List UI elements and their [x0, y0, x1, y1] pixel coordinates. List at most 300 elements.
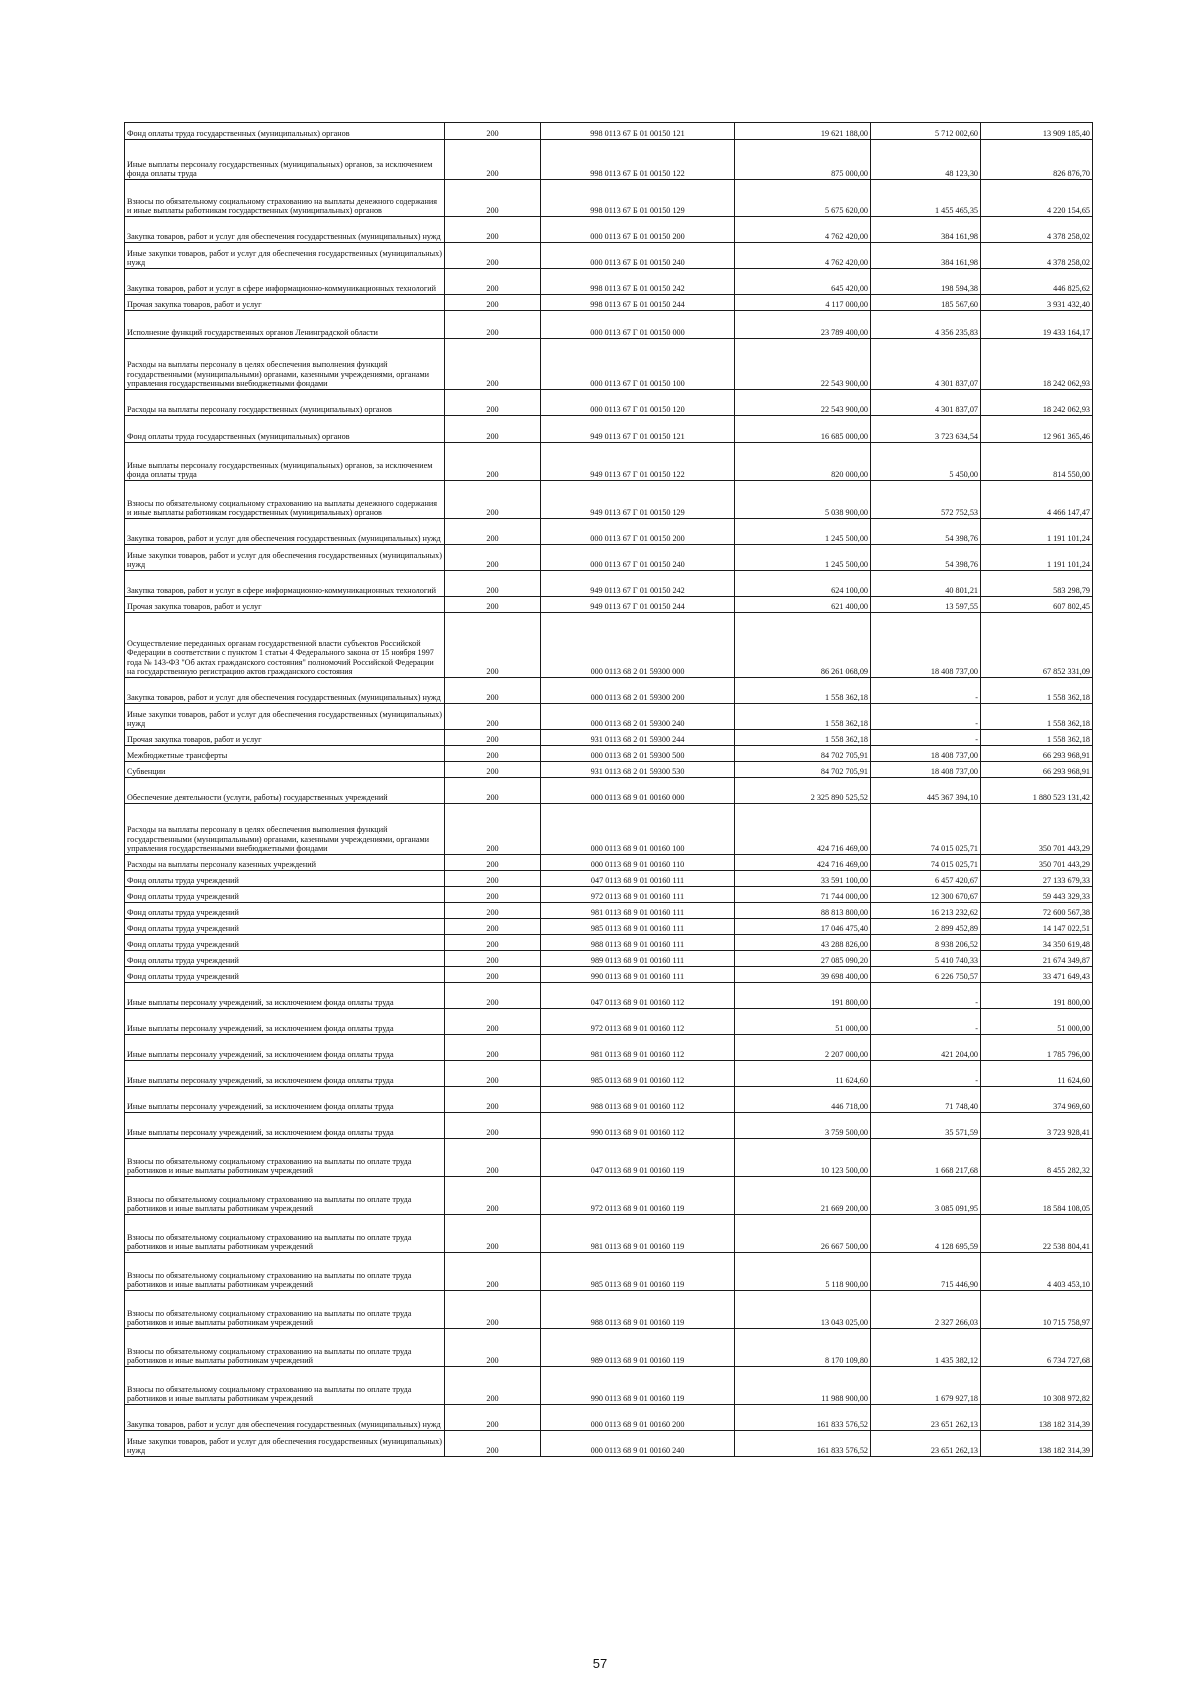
row-approved: 51 000,00 — [735, 1009, 871, 1035]
row-line-code: 200 — [445, 1405, 541, 1431]
table-row — [125, 762, 1093, 778]
row-name: Закупка товаров, работ и услуг для обеспечения государственных (муниципальных) нужд — [125, 217, 445, 243]
row-approved: 2 207 000,00 — [735, 1035, 871, 1061]
row-executed: 2 899 452,89 — [871, 919, 981, 935]
row-remaining: 814 550,00 — [981, 443, 1093, 481]
row-approved: 11 988 900,00 — [735, 1367, 871, 1405]
row-budget-code: 990 0113 68 9 01 00160 111 — [541, 967, 735, 983]
row-name: Фонд оплаты труда учреждений — [125, 903, 445, 919]
row-executed: 185 567,60 — [871, 295, 981, 311]
row-line-code: 200 — [445, 951, 541, 967]
row-executed: 1 679 927,18 — [871, 1367, 981, 1405]
row-approved: 39 698 400,00 — [735, 967, 871, 983]
row-budget-code: 000 0113 67 Г 01 00150 000 — [541, 311, 735, 339]
row-name: Осуществление переданных органам государственной власти субъектов Российской Федерации в соответствии с пунктом 1 статьи 4 Федерального закона от 15 ноября 1997 года № 143-ФЗ "Об актах гражданского состояния" полномочий Российской Федерации на государственную регистрацию актов гражданского состояния — [125, 613, 445, 678]
row-executed: 421 204,00 — [871, 1035, 981, 1061]
row-remaining: 4 403 453,10 — [981, 1253, 1093, 1291]
row-budget-code: 000 0113 67 Г 01 00150 120 — [541, 390, 735, 416]
row-remaining: 13 909 185,40 — [981, 123, 1093, 140]
row-budget-code: 998 0113 67 Б 01 00150 244 — [541, 295, 735, 311]
row-line-code: 200 — [445, 887, 541, 903]
row-budget-code: 985 0113 68 9 01 00160 111 — [541, 919, 735, 935]
row-remaining: 3 723 928,41 — [981, 1113, 1093, 1139]
table-row — [125, 678, 1093, 704]
row-name: Фонд оплаты труда учреждений — [125, 919, 445, 935]
row-budget-code: 931 0113 68 2 01 59300 244 — [541, 730, 735, 746]
row-approved: 1 245 500,00 — [735, 545, 871, 571]
row-executed: 18 408 737,00 — [871, 613, 981, 678]
row-approved: 8 170 109,80 — [735, 1329, 871, 1367]
row-executed: 13 597,55 — [871, 597, 981, 613]
row-remaining: 1 558 362,18 — [981, 704, 1093, 730]
row-name: Взносы по обязательному социальному страхованию на выплаты денежного содержания и иные выплаты работникам государственных (муниципальных) органов — [125, 180, 445, 217]
row-executed: 384 161,98 — [871, 243, 981, 269]
page-number: 57 — [592, 1656, 608, 1671]
row-executed: 715 446,90 — [871, 1253, 981, 1291]
row-name: Прочая закупка товаров, работ и услуг — [125, 730, 445, 746]
row-executed: 445 367 394,10 — [871, 778, 981, 804]
row-budget-code: 000 0113 68 9 01 00160 240 — [541, 1431, 735, 1457]
row-budget-code: 972 0113 68 9 01 00160 111 — [541, 887, 735, 903]
row-name: Субвенции — [125, 762, 445, 778]
row-line-code: 200 — [445, 180, 541, 217]
row-approved: 424 716 469,00 — [735, 804, 871, 855]
row-line-code: 200 — [445, 545, 541, 571]
row-line-code: 200 — [445, 416, 541, 443]
row-approved: 21 669 200,00 — [735, 1177, 871, 1215]
row-line-code: 200 — [445, 311, 541, 339]
row-approved: 875 000,00 — [735, 140, 871, 180]
table-row — [125, 983, 1093, 1009]
row-approved: 424 716 469,00 — [735, 855, 871, 871]
row-executed: 3 085 091,95 — [871, 1177, 981, 1215]
row-line-code: 200 — [445, 443, 541, 481]
row-remaining: 33 471 649,43 — [981, 967, 1093, 983]
row-executed: - — [871, 678, 981, 704]
row-name: Закупка товаров, работ и услуг для обеспечения государственных (муниципальных) нужд — [125, 519, 445, 545]
row-approved: 446 718,00 — [735, 1087, 871, 1113]
row-line-code: 200 — [445, 1177, 541, 1215]
row-budget-code: 000 0113 68 2 01 59300 200 — [541, 678, 735, 704]
row-executed: 4 301 837,07 — [871, 390, 981, 416]
row-executed: 5 450,00 — [871, 443, 981, 481]
table-row — [125, 1405, 1093, 1431]
row-remaining: 8 455 282,32 — [981, 1139, 1093, 1177]
row-name: Взносы по обязательному социальному страхованию на выплаты по оплате труда работников и иные выплаты работникам учреждений — [125, 1329, 445, 1367]
row-approved: 43 288 826,00 — [735, 935, 871, 951]
row-executed: 74 015 025,71 — [871, 855, 981, 871]
row-line-code: 200 — [445, 481, 541, 519]
row-line-code: 200 — [445, 762, 541, 778]
row-remaining: 4 378 258,02 — [981, 217, 1093, 243]
row-line-code: 200 — [445, 1087, 541, 1113]
row-name: Прочая закупка товаров, работ и услуг — [125, 597, 445, 613]
table-row — [125, 180, 1093, 217]
row-line-code: 200 — [445, 243, 541, 269]
row-budget-code: 949 0113 67 Г 01 00150 121 — [541, 416, 735, 443]
row-budget-code: 949 0113 67 Г 01 00150 122 — [541, 443, 735, 481]
row-remaining: 10 715 758,97 — [981, 1291, 1093, 1329]
table-row — [125, 1367, 1093, 1405]
row-remaining: 826 876,70 — [981, 140, 1093, 180]
row-approved: 13 043 025,00 — [735, 1291, 871, 1329]
table-row — [125, 1009, 1093, 1035]
row-approved: 161 833 576,52 — [735, 1405, 871, 1431]
row-executed: 40 801,21 — [871, 571, 981, 597]
table-row — [125, 481, 1093, 519]
row-executed: - — [871, 1009, 981, 1035]
row-line-code: 200 — [445, 855, 541, 871]
row-approved: 820 000,00 — [735, 443, 871, 481]
row-remaining: 19 433 164,17 — [981, 311, 1093, 339]
row-approved: 624 100,00 — [735, 571, 871, 597]
row-remaining: 138 182 314,39 — [981, 1431, 1093, 1457]
row-remaining: 18 242 062,93 — [981, 390, 1093, 416]
row-line-code: 200 — [445, 140, 541, 180]
row-executed: 35 571,59 — [871, 1113, 981, 1139]
row-name: Фонд оплаты труда учреждений — [125, 935, 445, 951]
row-line-code: 200 — [445, 871, 541, 887]
row-remaining: 4 466 147,47 — [981, 481, 1093, 519]
row-line-code: 200 — [445, 390, 541, 416]
row-executed: 5 712 002,60 — [871, 123, 981, 140]
row-executed: - — [871, 730, 981, 746]
row-line-code: 200 — [445, 1431, 541, 1457]
table-row — [125, 746, 1093, 762]
table-row — [125, 1329, 1093, 1367]
row-budget-code: 000 0113 68 9 01 00160 200 — [541, 1405, 735, 1431]
row-budget-code: 949 0113 67 Г 01 00150 129 — [541, 481, 735, 519]
row-remaining: 21 674 349,87 — [981, 951, 1093, 967]
row-budget-code: 931 0113 68 2 01 59300 530 — [541, 762, 735, 778]
row-name: Фонд оплаты труда учреждений — [125, 887, 445, 903]
table-row — [125, 919, 1093, 935]
row-budget-code: 988 0113 68 9 01 00160 119 — [541, 1291, 735, 1329]
row-approved: 5 675 620,00 — [735, 180, 871, 217]
row-name: Фонд оплаты труда учреждений — [125, 967, 445, 983]
table-row — [125, 935, 1093, 951]
row-remaining: 607 802,45 — [981, 597, 1093, 613]
row-remaining: 350 701 443,29 — [981, 855, 1093, 871]
row-budget-code: 000 0113 68 2 01 59300 500 — [541, 746, 735, 762]
row-budget-code: 998 0113 67 Б 01 00150 242 — [541, 269, 735, 295]
row-executed: 48 123,30 — [871, 140, 981, 180]
row-executed: 54 398,76 — [871, 519, 981, 545]
row-name: Иные выплаты персоналу учреждений, за исключением фонда оплаты труда — [125, 1087, 445, 1113]
document-page — [124, 122, 1092, 1457]
row-line-code: 200 — [445, 1291, 541, 1329]
row-line-code: 200 — [445, 983, 541, 1009]
row-executed: 16 213 232,62 — [871, 903, 981, 919]
row-executed: 6 457 420,67 — [871, 871, 981, 887]
row-remaining: 11 624,60 — [981, 1061, 1093, 1087]
row-line-code: 200 — [445, 1061, 541, 1087]
row-budget-code: 990 0113 68 9 01 00160 119 — [541, 1367, 735, 1405]
row-executed: 572 752,53 — [871, 481, 981, 519]
row-name: Взносы по обязательному социальному страхованию на выплаты по оплате труда работников и иные выплаты работникам учреждений — [125, 1291, 445, 1329]
row-approved: 4 117 000,00 — [735, 295, 871, 311]
row-executed: - — [871, 1061, 981, 1087]
row-approved: 84 702 705,91 — [735, 746, 871, 762]
row-name: Закупка товаров, работ и услуг в сфере информационно-коммуникационных технологий — [125, 269, 445, 295]
row-executed: 5 410 740,33 — [871, 951, 981, 967]
row-executed: 23 651 262,13 — [871, 1431, 981, 1457]
row-remaining: 191 800,00 — [981, 983, 1093, 1009]
row-budget-code: 985 0113 68 9 01 00160 112 — [541, 1061, 735, 1087]
row-name: Прочая закупка товаров, работ и услуг — [125, 295, 445, 311]
row-executed: - — [871, 983, 981, 1009]
row-name: Закупка товаров, работ и услуг для обеспечения государственных (муниципальных) нужд — [125, 678, 445, 704]
row-line-code: 200 — [445, 1215, 541, 1253]
table-row — [125, 903, 1093, 919]
row-budget-code: 998 0113 67 Б 01 00150 129 — [541, 180, 735, 217]
row-name: Расходы на выплаты персоналу в целях обеспечения выполнения функций государственными (муниципальными) органами, казенными учреждениями, органами управления государственными внебюджетными фондами — [125, 804, 445, 855]
row-remaining: 583 298,79 — [981, 571, 1093, 597]
row-executed: 74 015 025,71 — [871, 804, 981, 855]
row-budget-code: 000 0113 68 2 01 59300 000 — [541, 613, 735, 678]
row-line-code: 200 — [445, 919, 541, 935]
table-row — [125, 269, 1093, 295]
table-row — [125, 339, 1093, 390]
row-budget-code: 990 0113 68 9 01 00160 112 — [541, 1113, 735, 1139]
row-budget-code: 949 0113 67 Г 01 00150 242 — [541, 571, 735, 597]
row-remaining: 4 220 154,65 — [981, 180, 1093, 217]
row-budget-code: 047 0113 68 9 01 00160 112 — [541, 983, 735, 1009]
row-budget-code: 000 0113 67 Г 01 00150 100 — [541, 339, 735, 390]
row-remaining: 66 293 968,91 — [981, 746, 1093, 762]
table-row — [125, 704, 1093, 730]
row-remaining: 1 558 362,18 — [981, 730, 1093, 746]
table-row — [125, 519, 1093, 545]
table-row — [125, 217, 1093, 243]
row-approved: 26 667 500,00 — [735, 1215, 871, 1253]
row-line-code: 200 — [445, 295, 541, 311]
row-line-code: 200 — [445, 678, 541, 704]
row-line-code: 200 — [445, 1035, 541, 1061]
budget-execution-table — [124, 122, 1093, 1457]
row-remaining: 1 191 101,24 — [981, 545, 1093, 571]
row-approved: 1 558 362,18 — [735, 730, 871, 746]
table-row — [125, 311, 1093, 339]
row-line-code: 200 — [445, 269, 541, 295]
table-row — [125, 390, 1093, 416]
row-remaining: 27 133 679,33 — [981, 871, 1093, 887]
row-remaining: 14 147 022,51 — [981, 919, 1093, 935]
row-remaining: 12 961 365,46 — [981, 416, 1093, 443]
row-budget-code: 000 0113 68 9 01 00160 110 — [541, 855, 735, 871]
row-budget-code: 047 0113 68 9 01 00160 111 — [541, 871, 735, 887]
row-approved: 88 813 800,00 — [735, 903, 871, 919]
row-executed: 18 408 737,00 — [871, 762, 981, 778]
row-remaining: 18 584 108,05 — [981, 1177, 1093, 1215]
row-executed: 12 300 670,67 — [871, 887, 981, 903]
table-row — [125, 855, 1093, 871]
table-row — [125, 295, 1093, 311]
table-row — [125, 1177, 1093, 1215]
row-approved: 23 789 400,00 — [735, 311, 871, 339]
row-executed: 23 651 262,13 — [871, 1405, 981, 1431]
row-approved: 10 123 500,00 — [735, 1139, 871, 1177]
row-approved: 27 085 090,20 — [735, 951, 871, 967]
table-row — [125, 1035, 1093, 1061]
row-remaining: 1 785 796,00 — [981, 1035, 1093, 1061]
table-row — [125, 1061, 1093, 1087]
row-approved: 1 558 362,18 — [735, 678, 871, 704]
row-budget-code: 988 0113 68 9 01 00160 111 — [541, 935, 735, 951]
row-name: Взносы по обязательному социальному страхованию на выплаты по оплате труда работников и иные выплаты работникам учреждений — [125, 1215, 445, 1253]
row-budget-code: 000 0113 67 Г 01 00150 240 — [541, 545, 735, 571]
row-executed: 4 356 235,83 — [871, 311, 981, 339]
table-row — [125, 778, 1093, 804]
row-name: Иные закупки товаров, работ и услуг для обеспечения государственных (муниципальных) нужд — [125, 545, 445, 571]
row-approved: 4 762 420,00 — [735, 243, 871, 269]
row-name: Межбюджетные трансферты — [125, 746, 445, 762]
row-approved: 191 800,00 — [735, 983, 871, 1009]
row-remaining: 1 191 101,24 — [981, 519, 1093, 545]
table-row — [125, 1087, 1093, 1113]
row-executed: 18 408 737,00 — [871, 746, 981, 762]
row-remaining: 51 000,00 — [981, 1009, 1093, 1035]
table-row — [125, 613, 1093, 678]
row-name: Исполнение функций государственных органов Ленинградской области — [125, 311, 445, 339]
table-row — [125, 730, 1093, 746]
row-remaining: 4 378 258,02 — [981, 243, 1093, 269]
row-remaining: 350 701 443,29 — [981, 804, 1093, 855]
row-line-code: 200 — [445, 123, 541, 140]
row-approved: 19 621 188,00 — [735, 123, 871, 140]
row-approved: 161 833 576,52 — [735, 1431, 871, 1457]
row-name: Иные закупки товаров, работ и услуг для обеспечения государственных (муниципальных) нужд — [125, 1431, 445, 1457]
row-line-code: 200 — [445, 778, 541, 804]
row-name: Обеспечение деятельности (услуги, работы) государственных учреждений — [125, 778, 445, 804]
row-budget-code: 989 0113 68 9 01 00160 111 — [541, 951, 735, 967]
row-remaining: 72 600 567,38 — [981, 903, 1093, 919]
row-remaining: 67 852 331,09 — [981, 613, 1093, 678]
row-executed: 71 748,40 — [871, 1087, 981, 1113]
row-line-code: 200 — [445, 571, 541, 597]
row-executed: 1 435 382,12 — [871, 1329, 981, 1367]
row-name: Расходы на выплаты персоналу государственных (муниципальных) органов — [125, 390, 445, 416]
row-remaining: 374 969,60 — [981, 1087, 1093, 1113]
row-remaining: 66 293 968,91 — [981, 762, 1093, 778]
row-name: Иные выплаты персоналу учреждений, за исключением фонда оплаты труда — [125, 983, 445, 1009]
row-name: Расходы на выплаты персоналу казенных учреждений — [125, 855, 445, 871]
row-budget-code: 981 0113 68 9 01 00160 111 — [541, 903, 735, 919]
row-line-code: 200 — [445, 613, 541, 678]
row-executed: - — [871, 704, 981, 730]
row-line-code: 200 — [445, 217, 541, 243]
row-budget-code: 981 0113 68 9 01 00160 112 — [541, 1035, 735, 1061]
row-approved: 4 762 420,00 — [735, 217, 871, 243]
row-executed: 1 668 217,68 — [871, 1139, 981, 1177]
row-executed: 384 161,98 — [871, 217, 981, 243]
row-remaining: 34 350 619,48 — [981, 935, 1093, 951]
row-executed: 4 301 837,07 — [871, 339, 981, 390]
row-line-code: 200 — [445, 1253, 541, 1291]
table-row — [125, 243, 1093, 269]
row-budget-code: 985 0113 68 9 01 00160 119 — [541, 1253, 735, 1291]
row-line-code: 200 — [445, 704, 541, 730]
row-budget-code: 949 0113 67 Г 01 00150 244 — [541, 597, 735, 613]
row-line-code: 200 — [445, 1329, 541, 1367]
row-approved: 11 624,60 — [735, 1061, 871, 1087]
row-executed: 1 455 465,35 — [871, 180, 981, 217]
row-line-code: 200 — [445, 1113, 541, 1139]
row-remaining: 18 242 062,93 — [981, 339, 1093, 390]
row-budget-code: 000 0113 67 Г 01 00150 200 — [541, 519, 735, 545]
table-row — [125, 871, 1093, 887]
table-row — [125, 951, 1093, 967]
row-approved: 3 759 500,00 — [735, 1113, 871, 1139]
row-budget-code: 000 0113 68 2 01 59300 240 — [541, 704, 735, 730]
row-executed: 2 327 266,03 — [871, 1291, 981, 1329]
row-approved: 1 245 500,00 — [735, 519, 871, 545]
row-executed: 4 128 695,59 — [871, 1215, 981, 1253]
row-line-code: 200 — [445, 1367, 541, 1405]
row-budget-code: 047 0113 68 9 01 00160 119 — [541, 1139, 735, 1177]
row-name: Взносы по обязательному социальному страхованию на выплаты денежного содержания и иные выплаты работникам государственных (муниципальных) органов — [125, 481, 445, 519]
row-budget-code: 988 0113 68 9 01 00160 112 — [541, 1087, 735, 1113]
row-approved: 16 685 000,00 — [735, 416, 871, 443]
row-approved: 17 046 475,40 — [735, 919, 871, 935]
table-row — [125, 140, 1093, 180]
row-approved: 645 420,00 — [735, 269, 871, 295]
row-name: Взносы по обязательному социальному страхованию на выплаты по оплате труда работников и иные выплаты работникам учреждений — [125, 1367, 445, 1405]
row-executed: 6 226 750,57 — [871, 967, 981, 983]
row-budget-code: 998 0113 67 Б 01 00150 121 — [541, 123, 735, 140]
table-row — [125, 545, 1093, 571]
row-remaining: 59 443 329,33 — [981, 887, 1093, 903]
row-remaining: 10 308 972,82 — [981, 1367, 1093, 1405]
row-budget-code: 972 0113 68 9 01 00160 112 — [541, 1009, 735, 1035]
table-row — [125, 597, 1093, 613]
row-approved: 2 325 890 525,52 — [735, 778, 871, 804]
row-remaining: 22 538 804,41 — [981, 1215, 1093, 1253]
table-row — [125, 443, 1093, 481]
table-body — [125, 123, 1093, 1457]
row-line-code: 200 — [445, 1009, 541, 1035]
row-budget-code: 998 0113 67 Б 01 00150 122 — [541, 140, 735, 180]
row-remaining: 1 880 523 131,42 — [981, 778, 1093, 804]
table-row — [125, 1113, 1093, 1139]
row-line-code: 200 — [445, 935, 541, 951]
row-executed: 8 938 206,52 — [871, 935, 981, 951]
row-name: Фонд оплаты труда государственных (муниципальных) органов — [125, 123, 445, 140]
row-line-code: 200 — [445, 730, 541, 746]
row-approved: 22 543 900,00 — [735, 390, 871, 416]
table-row — [125, 1139, 1093, 1177]
row-budget-code: 972 0113 68 9 01 00160 119 — [541, 1177, 735, 1215]
row-name: Фонд оплаты труда государственных (муниципальных) органов — [125, 416, 445, 443]
row-remaining: 6 734 727,68 — [981, 1329, 1093, 1367]
table-row — [125, 1291, 1093, 1329]
row-executed: 3 723 634,54 — [871, 416, 981, 443]
row-line-code: 200 — [445, 519, 541, 545]
row-name: Взносы по обязательному социальному страхованию на выплаты по оплате труда работников и иные выплаты работникам учреждений — [125, 1253, 445, 1291]
row-approved: 22 543 900,00 — [735, 339, 871, 390]
row-name: Закупка товаров, работ и услуг в сфере информационно-коммуникационных технологий — [125, 571, 445, 597]
row-remaining: 1 558 362,18 — [981, 678, 1093, 704]
row-name: Расходы на выплаты персоналу в целях обеспечения выполнения функций государственными (муниципальными) органами, казенными учреждениями, органами управления государственными внебюджетными фондами — [125, 339, 445, 390]
row-budget-code: 000 0113 68 9 01 00160 000 — [541, 778, 735, 804]
row-budget-code: 000 0113 67 Б 01 00150 200 — [541, 217, 735, 243]
table-row — [125, 1253, 1093, 1291]
row-name: Фонд оплаты труда учреждений — [125, 951, 445, 967]
row-approved: 5 118 900,00 — [735, 1253, 871, 1291]
row-name: Иные выплаты персоналу учреждений, за исключением фонда оплаты труда — [125, 1113, 445, 1139]
row-remaining: 446 825,62 — [981, 269, 1093, 295]
row-name: Иные выплаты персоналу учреждений, за исключением фонда оплаты труда — [125, 1035, 445, 1061]
